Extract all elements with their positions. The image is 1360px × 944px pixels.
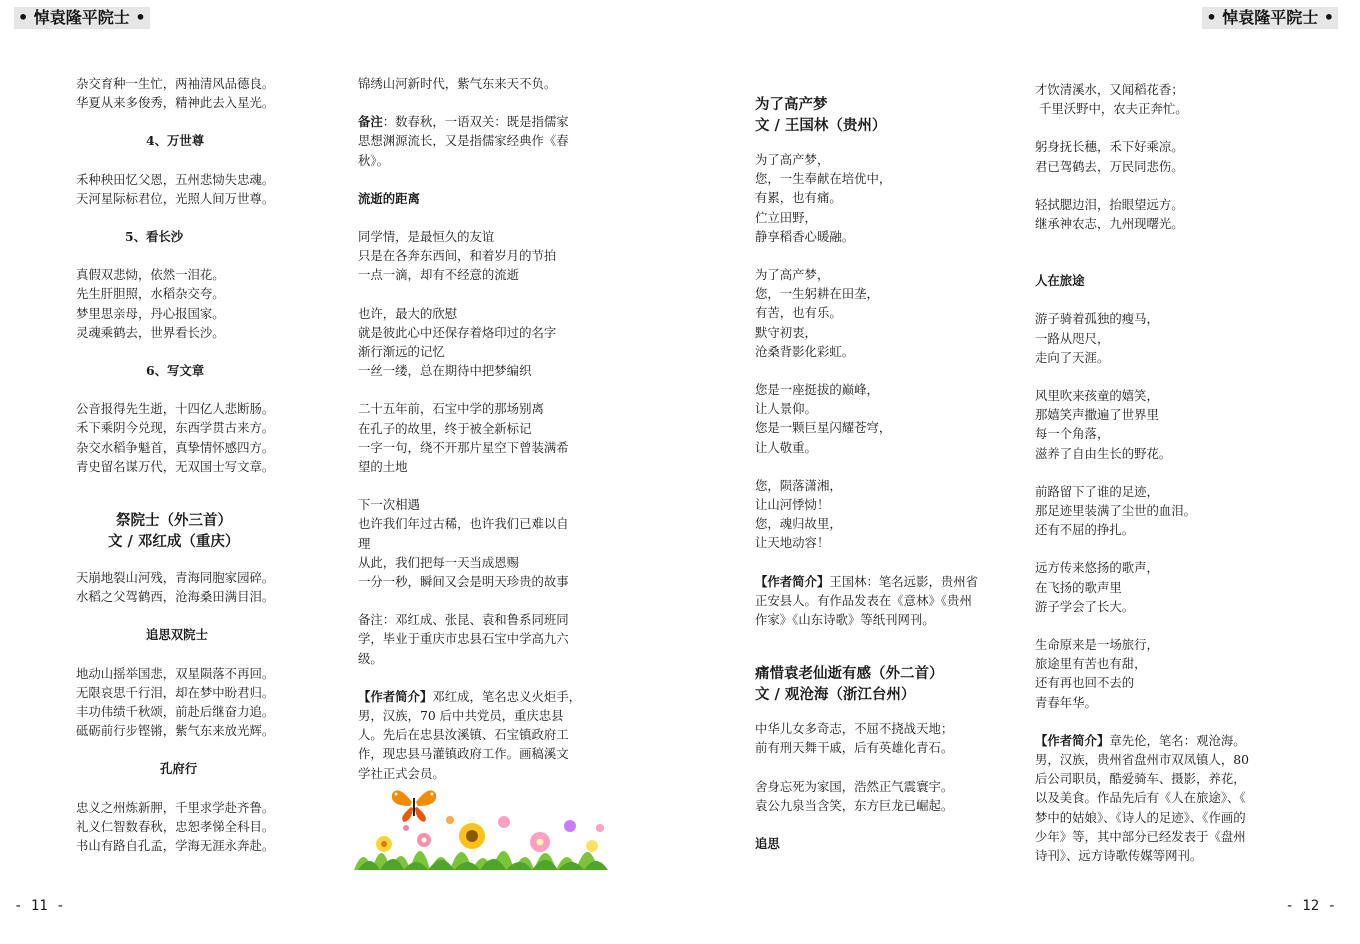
poem-line: 禾下乘阴今兑现，东西学贯古来方。 [76,420,275,436]
poem-line: 真假双悲恸，依然一泪花。 [76,267,225,283]
flower-decoration [354,784,608,870]
poem-line: 礼义仁智数春秋，忠恕孝悌全科目。 [76,818,275,834]
poem-line: 一分一秒，瞬间又会是明天珍贵的故事 [358,574,569,590]
poem-line: 您，陨落潇湘， [755,477,842,493]
poem-line: 也许我们年过古稀，也许我们已难以自 [358,516,569,532]
poem-line: 君已驾鹤去，万民同悲伤。 [1035,158,1184,174]
column-3 [755,94,1007,853]
poem-line: 渐行渐远的记忆 [358,344,445,360]
poem-line: 一字一句，绕不开那片星空下曾装满希 [358,439,569,455]
poem-line: 您是一座挺拔的巅峰， [755,382,879,398]
poem-line: 有苦，也有乐。 [755,305,842,321]
column-1 [76,74,316,855]
poem-line: 静享稻香心暖融。 [755,228,855,244]
poem-line: 游子学会了长大。 [1035,598,1135,614]
bio-label: 【作者简介】 [1035,732,1110,748]
subtitle-zhuisi: 追思双院士 [146,627,208,643]
grass-icon [354,851,608,870]
poem-line: 只是在各奔东西间，和着岁月的节拍 [358,248,557,264]
subtitle-kanchangsha: 5、看长沙 [125,229,184,245]
flower-icon [376,816,604,852]
bio-line: 诗刊》、远方诗歌传媒等网刊。 [1035,848,1203,864]
poem-intro [76,74,316,112]
poem-line: 袁公九泉当含笑，东方巨龙已崛起。 [755,797,954,813]
poem-line: 滋养了自由生长的野花。 [1035,445,1172,461]
poem-line: 水稻之父驾鹤西，沧海桑田满目泪。 [76,589,275,605]
poem-line: 就是彼此心中还保存着烙印过的名字 [358,324,557,340]
poem-line: 您，一生奉献在培优中， [755,171,892,187]
butterfly-icon [392,790,436,822]
page-header-left: • 悼袁隆平院士 • [14,7,150,29]
poem-line: 为了高产梦， [755,267,830,283]
poem-line: 砥砺前行步铿锵，紫气东来放光辉。 [76,723,275,739]
poem-line: 还有再也回不去的 [1035,675,1135,691]
poem-line: 有累，也有痛。 [755,190,842,206]
poem-line: 天崩地裂山河残，青海同胞家园碎。 [76,570,275,586]
poem-title-gaochanmeng: 为了高产梦 [755,96,828,113]
poem-line: 天河星际标君位，光照人间万世尊。 [76,190,275,206]
poem-line: 禾种秧田忆父恩，五州悲恸失忠魂。 [76,171,275,187]
subtitle-kongfuxing: 孔府行 [160,761,198,777]
poem-line: 轻拭腮边泪，抬眼望远方。 [1035,196,1184,212]
poem-line: 舍身忘死为家国，浩然正气震寰宇。 [755,778,954,794]
poem-line: 下一次相遇 [358,497,420,513]
poem-line: 前有刑天舞干戚，后有英雄化青石。 [755,740,954,756]
bio-line: 以及美食。作品先后有《人在旅途》、《 [1035,790,1246,806]
poem-line: 继承神农志，九州现曙光。 [1035,216,1184,232]
author-bio [358,687,610,783]
author-bio [755,572,1007,630]
poem-line: 让山河悸恸！ [755,497,830,513]
note-line: 秋》。 [358,152,389,168]
bio-line: 梦中的姑娘》、《诗人的足迹》、《作画的 [1035,809,1246,825]
poem-line: 默守初衷， [755,324,817,340]
poem-line: 梦里思亲母，丹心报国家。 [76,305,225,321]
poem-line: 丰功伟绩千秋颂，前赴后继奋力追。 [76,704,275,720]
poem-line: 那足迹里装满了尘世的血泪。 [1035,503,1197,519]
poem-author: 文 / 邓红成（重庆） [108,533,240,551]
poem-line: 风里吹来孩童的嬉笑， [1035,388,1159,404]
poem-line: 沧桑背影化彩虹。 [755,343,855,359]
poem-line: 华夏从来多俊秀，精神此去入星光。 [76,95,275,111]
poem-line: 中华儿女多奇志，不屈不挠战天地； [755,721,954,737]
poem-title-lvtu: 人在旅途 [1035,273,1085,289]
subtitle-wanshizun: 4、万世尊 [146,133,205,149]
note-text: ：数春秋，一语双关：既是指儒家 [382,114,569,130]
poem-line: 杂交水稻争魁首，真挚情怀感四方。 [76,439,275,455]
subtitle-zhuisi-2: 追思 [755,836,780,852]
poem-line: 千里沃野中，农夫正奔忙。 [1035,101,1188,117]
poem-line: 让人敬重。 [755,439,817,455]
poem-line: 锦绣山河新时代，紫气东来天不负。 [358,76,557,91]
poem-line: 望的土地 [358,459,408,475]
poem-line: 在孔子的故里，终于被全新标记 [358,420,532,436]
poem-line: 每一个角落， [1035,426,1110,442]
poem-line: 一路从咫尺， [1035,330,1110,346]
poem-line: 走向了天涯。 [1035,349,1110,365]
note-line: 思想渊源流长，又是指儒家经典作《春 [358,133,569,149]
poem-line: 青春年华。 [1035,694,1097,710]
bio-label: 【作者简介】 [755,573,830,589]
poem-line: 在飞扬的歌声里 [1035,579,1122,595]
poem-line: 杂交育种一生忙，两袖清风品德良。 [76,76,275,91]
bio-line: 学社正式会员。 [358,765,445,781]
poem-title-tongxi: 痛惜袁老仙逝有感（外二首） [755,665,944,683]
poem-line: 忠义之州炼新胛，千里求学赴齐鲁。 [76,799,275,815]
poem-line: 灵魂乘鹤去，世界看长沙。 [76,324,225,340]
column-2 [358,74,610,783]
poem-line: 理 [358,535,371,551]
poem-line: 为了高产梦， [755,152,830,167]
poem-line: 让人景仰。 [755,401,817,417]
poem-line: 一丝一缕，总在期待中把梦编织 [358,363,532,379]
bio-line: 人。先后在忠县汝溪镇、石宝镇政府工 [358,727,569,743]
bio-line: 后公司职员，酷爱骑车、摄影，养花， [1035,771,1246,787]
poem-line: 二十五年前，石宝中学的那场别离 [358,401,544,417]
page-number-right: - 12 - [1285,898,1336,914]
bio-text: 章先伦，笔名：观沧海。 [1109,732,1246,748]
poem-line: 同学情，是最恒久的友谊 [358,229,495,245]
poem-line: 也许，最大的欣慰 [358,305,458,321]
note-line: 学，毕业于重庆市忠县石宝中学高九六 [358,631,569,647]
poem-line: 青史留名谋万代，无双国士写文章。 [76,458,275,474]
page-header-right: • 悼袁隆平院士 • [1202,7,1338,29]
poem-line: 让天地动容！ [755,535,830,551]
bio-line: 作家》《山东诗歌》等纸刊网刊。 [755,612,935,628]
poem-line: 远方传来悠扬的歌声， [1035,560,1159,576]
poem-line: 书山有路自孔孟，学海无涯永奔赴。 [76,838,275,854]
poem-line: 伫立田野， [755,209,817,225]
poem-line: 地动山摇举国悲，双星陨落不再回。 [76,665,275,681]
poem-line: 一点一滴，却有不经意的流逝 [358,267,520,283]
poem-author: 文 / 王国林（贵州） [755,117,887,134]
poem-line: 从此，我们把每一天当成恩赐 [358,554,520,570]
bio-label: 【作者简介】 [358,688,433,704]
note-line: 级。 [358,650,383,666]
bio-line: 男，汉族，70 后中共党员，重庆忠县 [358,708,564,724]
poem-line: 那嬉笑声撒遍了世界里 [1035,407,1159,423]
bio-line: 少年》等，其中部分已经发表于《盘州 [1035,828,1246,844]
poem-line: 游子骑着孤独的瘦马， [1035,311,1159,327]
poem-line: 生命原来是一场旅行， [1035,637,1159,653]
bio-text: 邓红成，笔名忠义火炬手， [432,688,582,704]
poem-author: 文 / 观沧海（浙江台州） [755,686,916,704]
note-label: 备注 [358,114,383,130]
poem-line: 才饮清溪水，又闻稻花香； [1035,82,1184,97]
poem-line: 旅途里有苦也有甜， [1035,656,1147,672]
note-line [358,112,610,131]
poem-title-jiyuanshi: 祭院士（外三首） [116,512,232,530]
poem-line: 先生肝胆照，水稻杂交夸。 [76,286,225,302]
poem-line: 您是一颗巨星闪耀苍穹， [755,420,892,436]
bio-line: 男，汉族，贵州省盘州市双凤镇人，80 [1035,752,1250,768]
bio-line: 作，现忠县马灌镇政府工作。画稿溪文 [358,746,569,762]
page-number-left: - 11 - [14,898,65,914]
poem-line: 公音报得先生逝，十四亿人悲断肠。 [76,401,275,417]
poem-line: 还有不屈的挣扎。 [1035,522,1135,538]
poem-line: 无限哀思千行泪，却在梦中盼君归。 [76,684,275,700]
poem-line: 您，魂归故里， [755,516,842,532]
poem-title-liushi: 流逝的距离 [358,190,420,206]
subtitle-xiewenzhang: 6、写文章 [146,363,205,379]
bio-text: 王国林：笔名远影，贵州省 [829,573,979,589]
bio-line: 正安县人。有作品发表在《意林》《贵州 [755,592,972,608]
column-4 [1035,80,1295,865]
poem-line: 前路留下了谁的足迹， [1035,483,1159,499]
author-bio [1035,731,1295,865]
poem-line: 您，一生躬耕在田垄， [755,286,879,302]
note-line: 备注：邓红成、张昆、袁和鲁系同班同 [358,612,569,628]
poem-line: 躬身抚长穗，禾下好乘凉。 [1035,139,1184,155]
